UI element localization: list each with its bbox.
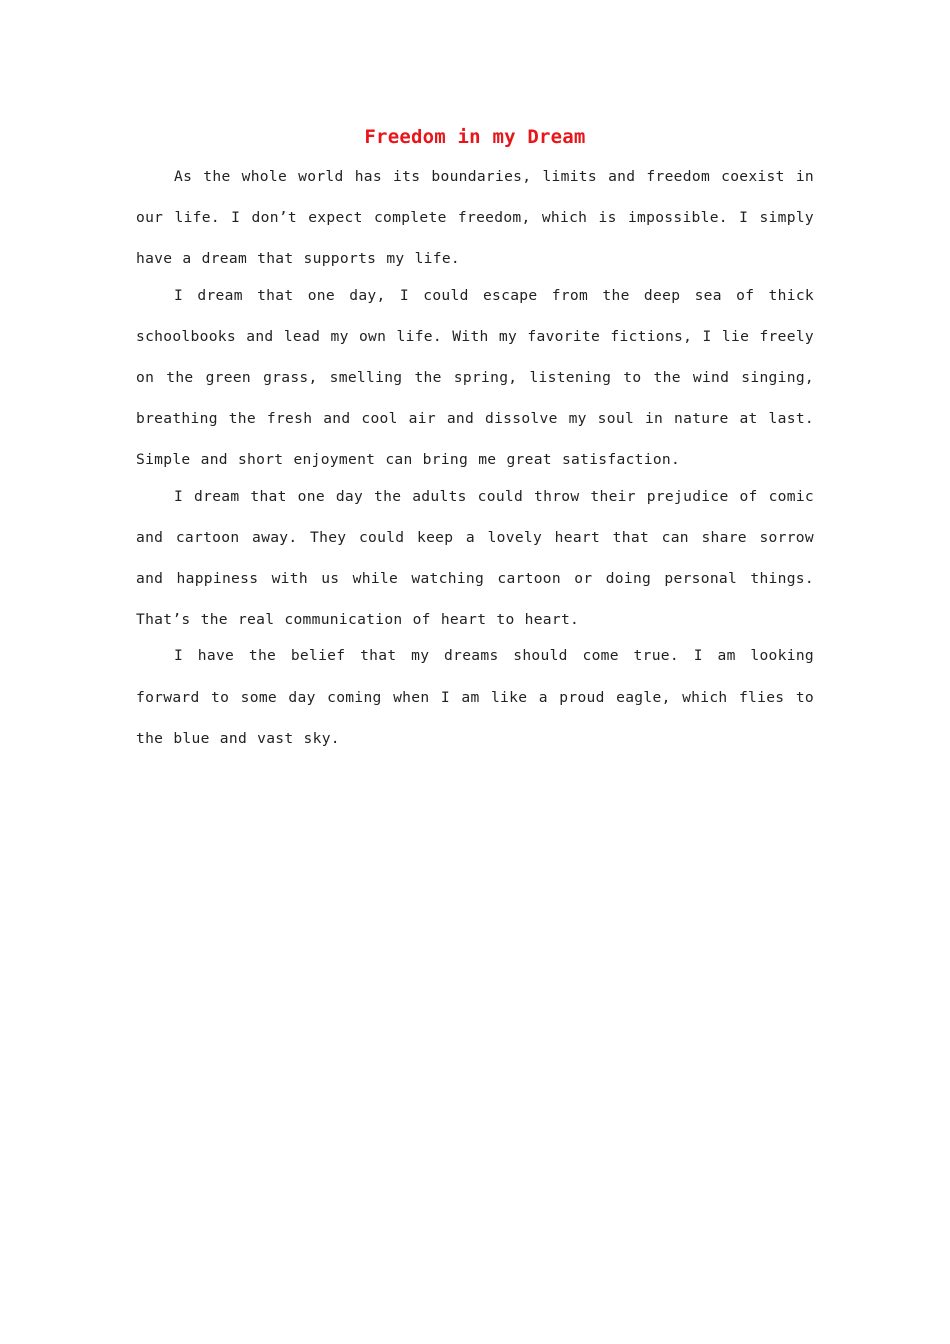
paragraph-4: I have the belief that my dreams should come true. I am looking forward to some day coming when I am like a proud eagle, which flies to the blue and vast sky. xyxy=(136,647,814,747)
paragraph-3: I dream that one day the adults could throw their prejudice of comic and cartoon away. They could keep a lovely heart that can share sorrow and happiness with us while watching cartoon or doing personal things. That’s the real communication of heart to heart. xyxy=(136,487,814,629)
paragraph-2: I dream that one day, I could escape from the deep sea of thick schoolbooks and lead my own life. With my favorite fictions, I lie freely on the green grass, smelling the spring, listening to the wind singing, breathing the fresh and cool air and dissolve my soul in nature at last. Simple and short enjoyment can bring me great satisfaction. xyxy=(136,286,814,469)
document-page xyxy=(136,118,814,759)
paragraph-1: As the whole world has its boundaries, limits and freedom coexist in our life. I don’t expect complete freedom, which is impossible. I simply have a dream that supports my life. xyxy=(136,168,814,268)
document-title: Freedom in my Dream xyxy=(364,126,586,148)
